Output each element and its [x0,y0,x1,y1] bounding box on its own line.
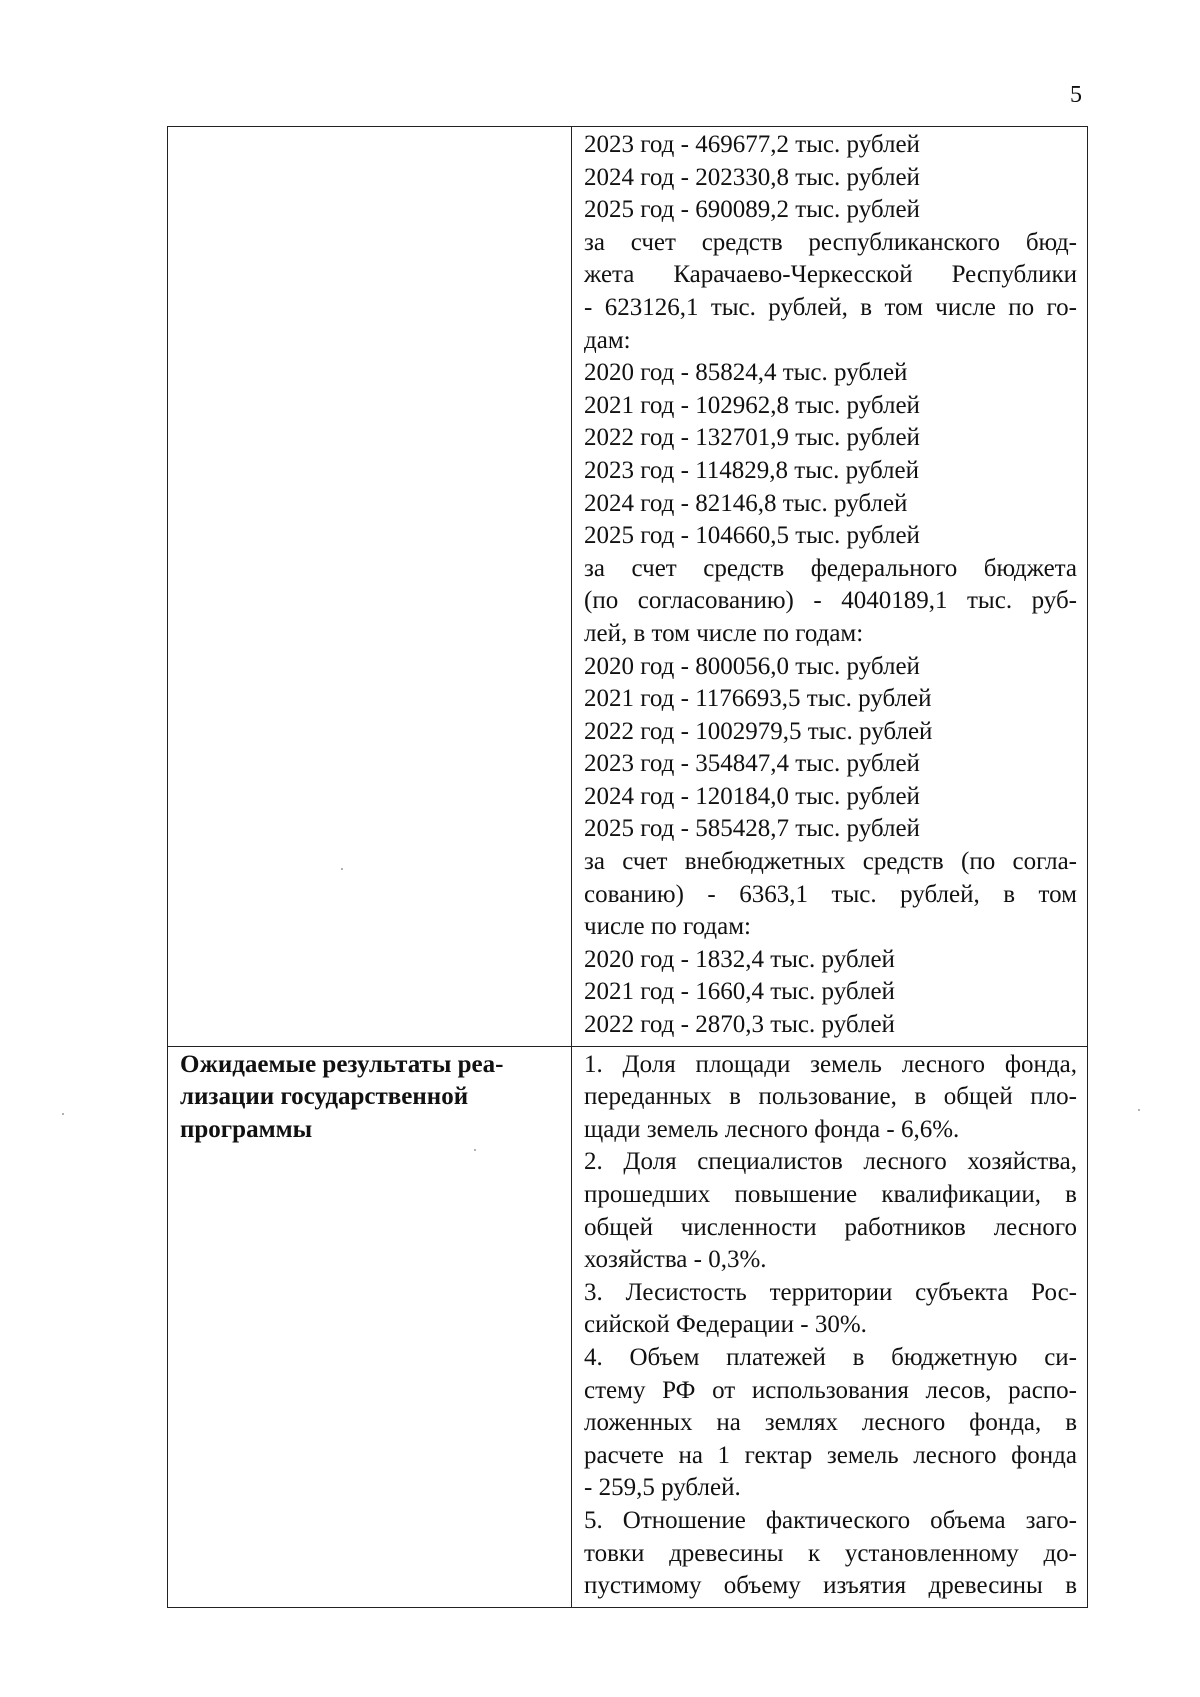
content-line: 2023 год - 354847,4 тыс. рублей [584,750,920,778]
content-line: 2022 год - 2870,3 тыс. рублей [584,1011,895,1039]
row-label-line: лизации государственной [180,1083,469,1111]
content-line: 2021 год - 102962,8 тыс. рублей [584,391,920,419]
content-line: 2020 год - 85824,4 тыс. рублей [584,359,908,387]
row-label-line: программы [180,1115,313,1143]
content-line: за счет средств федерального бюджета [584,554,1077,582]
content-line: 2020 год - 1832,4 тыс. рублей [584,945,895,973]
page-number: 5 [1070,82,1082,108]
content-line: 2022 год - 132701,9 тыс. рублей [584,424,920,452]
content-line: 2024 год - 202330,8 тыс. рублей [584,163,920,191]
content-line: 5. Отношение фактического объема заго- [584,1506,1077,1534]
scan-speck [341,868,343,870]
content-line: 2020 год - 800056,0 тыс. рублей [584,652,920,680]
scan-speck [1138,1109,1140,1111]
program-passport-table [167,126,1088,1608]
content-line: 3. Лесистость территории субъекта Рос- [584,1278,1077,1306]
content-line: 2025 год - 585428,7 тыс. рублей [584,815,920,843]
row-content-cell-financing [572,127,1088,1047]
scan-speck [62,1113,64,1115]
row-label-cell-expected-results [168,1046,572,1607]
table-row-expected-results [168,1046,1088,1607]
content-line: за счет внебюджетных средств (по согла- [584,848,1077,876]
content-line: лей, в том числе по годам: [584,619,864,647]
scan-speck [474,1149,476,1151]
content-line: хозяйства - 0,3%. [584,1246,767,1274]
content-line: 2025 год - 104660,5 тыс. рублей [584,522,920,550]
content-line: 2023 год - 114829,8 тыс. рублей [584,456,919,484]
row-content-cell-expected-results [572,1046,1088,1607]
table-row-financing [168,127,1088,1047]
content-line: расчете на 1 гектар земель лесного фонда [584,1441,1077,1469]
content-line: 2021 год - 1176693,5 тыс. рублей [584,685,932,713]
content-line: 4. Объем платежей в бюджетную си- [584,1343,1077,1371]
content-line: сийской Федерации - 30%. [584,1311,867,1339]
content-line: пустимому объему изъятия древесины в [584,1572,1077,1600]
content-line: 2024 год - 82146,8 тыс. рублей [584,489,908,517]
row-label-cell-financing [168,127,572,1047]
row-label-line: Ожидаемые результаты реа- [180,1050,504,1078]
content-line: 2022 год - 1002979,5 тыс. рублей [584,717,933,745]
content-line: 2023 год - 469677,2 тыс. рублей [584,131,920,158]
content-line: жета Карачаево-Черкесской Республики [584,261,1077,289]
content-line: - 259,5 рублей. [584,1474,741,1502]
content-line: товки древесины к установленному до- [584,1539,1077,1567]
content-line: дам: [584,326,631,354]
content-line: ложенных на землях лесного фонда, в [584,1409,1077,1437]
content-line: за счет средств республиканского бюд- [584,228,1077,256]
content-line: стему РФ от использования лесов, распо- [584,1376,1077,1404]
content-line: 1. Доля площади земель лесного фонда, [584,1050,1077,1078]
content-line: щади земель лесного фонда - 6,6%. [584,1115,960,1143]
content-line: сованию) - 6363,1 тыс. рублей, в том [584,880,1077,908]
content-line: 2025 год - 690089,2 тыс. рублей [584,196,920,224]
content-line: переданных в пользование, в общей пло- [584,1083,1077,1111]
content-line: 2024 год - 120184,0 тыс. рублей [584,782,920,810]
content-line: числе по годам: [584,913,751,941]
content-line: (по согласованию) - 4040189,1 тыс. руб- [584,587,1077,615]
content-line: прошедших повышение квалификации, в [584,1181,1077,1208]
content-line: 2021 год - 1660,4 тыс. рублей [584,978,895,1006]
content-line: общей численности работников лесного [584,1213,1077,1241]
content-line: - 623126,1 тыс. рублей, в том числе по го- [584,293,1077,321]
content-line: 2. Доля специалистов лесного хозяйства, [584,1148,1077,1176]
